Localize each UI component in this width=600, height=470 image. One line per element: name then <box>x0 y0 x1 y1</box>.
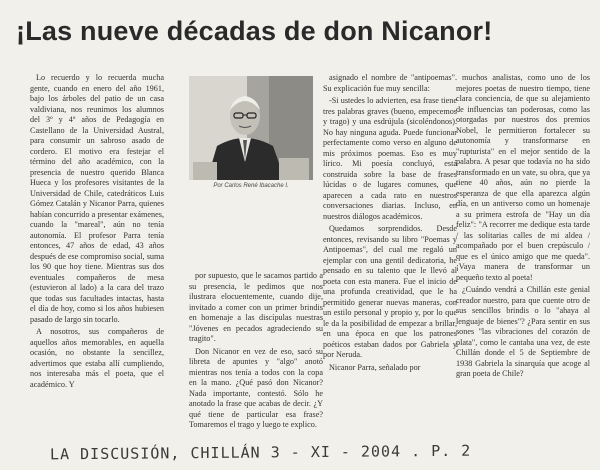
paragraph: -Si ustedes lo advierten, esa frase tiene tres palabras graves (bueno, empecemos y trago) y una esdrújula (sicoléndonos). No hay ninguna aguda. Puede funcionar perfectamente como verso en alguno de mis próximos poemas. Eso es muy lírico. Mi poesía concluyó, está construida sobre la base de frases lúcidas o de lugares comunes, que aparecen a cada rato en nuestros conversaciones diarias. Incluso, en nuestros diálogos académicos. <box>323 96 457 221</box>
headline: ¡Las nueve décadas de don Nicanor! <box>16 16 493 46</box>
article-column-3 <box>323 73 457 431</box>
author-photo <box>189 76 313 180</box>
paragraph: A nosotros, sus compañeros de aquellos años memorables, en aquella ocasión, no obstante la sencillez, advertimos que estaba allí cumpliendo, nos interesaba más el poeta, que el académico. Y <box>30 327 164 389</box>
paragraph: por supuesto, que le sacamos partido a su presencia, le pedimos que nos ilustrara elocuentemente, cuando dije, invitado a comer con un primer brindis en homenaje a las discípulas nuestras "Jóvenes en pecados agradeciendo su tragito". <box>189 271 323 343</box>
paragraph: Lo recuerdo y lo recuerda mucha gente, cuando en enero del año 1961, bajo los árboles del patio de un casa valdiviana, nos reunimos los alumnos del 3º y 4º años de Pedagogía en Castellano de la Universidad Austral, para consumir un sabroso asado de cordero. El motivo era festejar el término del año académico, con la presencia de nuestro querido Blanca Hueca y los profesores visitantes de la Universidad de Chile, catedráticos Luis Gómez Catalán y Nicanor Parra, quienes habían concurrido a presentar exámenes, cuando la "mareal", aún no tenía autonomía. El profesor Parra tenía entonces, 47 años de edad, 43 años después de ese compromiso social, suma los 90 que hoy tiene. Mientras sus dos eventuales compañeros de mesa (estuvieron al lado) a la cara del trazo que todas sus facultades intactas, hasta el día de hoy, como si los años hubiesen pasado de largo sin tocarlo. <box>30 73 164 324</box>
author-portrait-image <box>189 76 313 180</box>
paragraph: ¿Cuándo vendrá a Chillán este genial creador nuestro, para que cuente otro de sus sencillos brindis o lo "ahaya al lenguaje de bienes"? ¿Para sentir en sus sones "las vibraciones del corazón de plata", como le cantaba una vez, de este Chillán donde el 5 de Septiembre de 1938 Gabriela la sinarquía que acoge al gran poeta de Chile? <box>456 285 590 378</box>
paragraph: Quedamos sorprendidos. Desde entonces, revisando su libro "Poemas y Antipoemas", del cual me regaló un ejemplar con una gentil dedicatoria, he pensado en su talento que le llevó al poeta con esta manera. Fue el inicio de una profunda creatividad, que le ha permitido generar nuevas maneras, con un estilo personal y propio y, por lo que le da la posibilidad de empezar a brillar, en una época en que los patrones poéticos estaban dados por Gabriela y por Neruda. <box>323 224 457 359</box>
article-column-4 <box>456 73 590 431</box>
photo-caption: Por Carlos René Ibacache I. <box>213 183 289 189</box>
paragraph: muchos analistas, como uno de los mejores poetas de nuestro tiempo, tiene clara conciencia, de que su alejamiento de influencias tan poderosas, como las otorgadas por nuestros dos premios Nobel, le permitieron fortalecer su autonomía y transformarse en "rupturista" en el mejor sentido de la palabra. A pesar que todavía no ha sido transformado en un vate, su obra, que ya tiene 40 años, aún no pierde la esperanza de que ella aparezca algún día, en un antiverso como un homenaje a su primera estrofa de "Hay un día feliz": "A recorrer me dedique esta tarde / las solitarias calles de mi aldea / acompañado por el buen crepúsculo / que es el único amigo que me queda". ¡Vaya manera de transformar un pequeño texto al poeta! <box>456 73 590 282</box>
paragraph: Nicanor Parra, señalado por <box>329 362 421 372</box>
paragraph: Don Nicanor en vez de eso, sacó su libreta de apuntes y "algo" anotó mientras nos tenía a todos con la copa en la mano. ¿Qué pasó don Nicanor? Nada importante, contestó. Sólo he anotado la frase que acabas de decir. ¿Y qué tiene de particular esa frase? Tomaremos el trago y luego te explico. <box>189 346 323 429</box>
article-column-2 <box>189 271 323 431</box>
paragraph: asignado el nombre de "antipoemas". Su explicación fue muy sencilla: <box>323 73 457 93</box>
handwritten-source-note: LA DISCUSIÓN, CHILLÁN 3 - XI - 2004 . P. 2 <box>49 441 472 464</box>
article-column-1 <box>30 73 164 431</box>
